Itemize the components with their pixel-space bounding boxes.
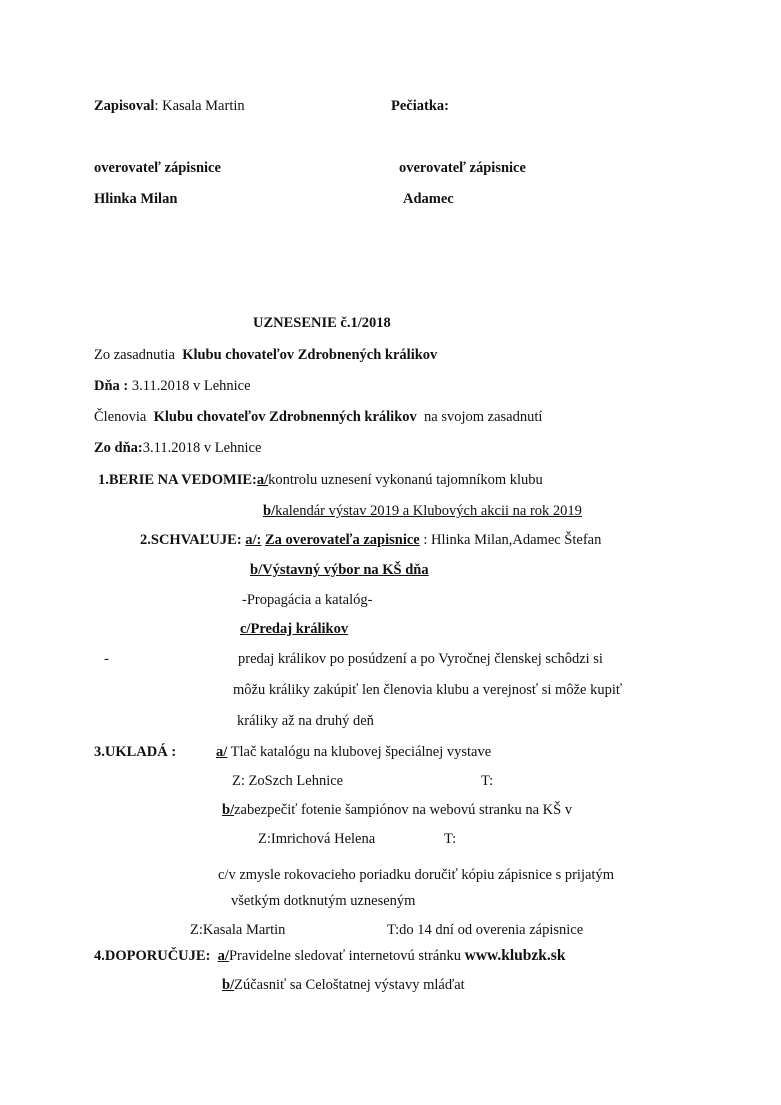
section2-line-c: c/Predaj králikov bbox=[240, 621, 349, 637]
section2-dash: - bbox=[104, 651, 109, 667]
section2-line-b-sub: -Propagácia a katalóg- bbox=[242, 592, 373, 608]
section4-heading: 4.DOPORUČUJE: bbox=[94, 948, 211, 964]
section3-c-responsible: Z:Kasala Martin bbox=[190, 922, 286, 938]
section3-line-a: a/ Tlač katalógu na klubovej špeciálnej vystave bbox=[216, 744, 492, 760]
section3-a-responsible: Z: ZoSzch Lehnice bbox=[232, 773, 344, 789]
section1-line-b: b/kalendár výstav 2019 a Klubových akcii na rok 2019 bbox=[263, 503, 582, 519]
section3-b-term: T: bbox=[444, 831, 457, 847]
stamp-label: Pečiatka: bbox=[391, 98, 449, 114]
section3-c-line2: všetkým dotknutým uzneseným bbox=[231, 893, 416, 909]
section4-line-a: 4.DOPORUČUJE: a/Pravidelne sledovať internetovú stránku www.klubzk.sk bbox=[94, 947, 566, 964]
section3-b-responsible: Z:Imrichová Helena bbox=[258, 831, 376, 847]
recorder-line: Zapisoval: Kasala Martin bbox=[94, 98, 245, 114]
intro-line-date: Dňa : 3.11.2018 v Lehnice bbox=[94, 378, 251, 394]
intro-line-members: Členovia Klubu chovateľov Zdrobnenných králikov na svojom zasadnutí bbox=[94, 409, 543, 425]
section3-c-line1: c/v zmysle rokovacieho poriadku doručiť kópiu zápisnice s prijatým bbox=[218, 867, 614, 883]
section3-line-b: b/zabezpečiť fotenie šampiónov na webovú stranku na KŠ v bbox=[222, 802, 573, 818]
verifier-left-label: overovateľ zápisnice bbox=[94, 160, 221, 176]
section2-line-b: b/Výstavný výbor na KŠ dňa bbox=[250, 562, 429, 578]
recorder-name: Kasala Martin bbox=[162, 98, 245, 114]
club-website-link: www.klubzk.sk bbox=[464, 947, 566, 964]
recorder-label: Zapisoval bbox=[94, 98, 155, 114]
verifier-right-name: Adamec bbox=[403, 191, 454, 207]
section2-c-line2: môžu králiky zakúpiť len členovia klubu a verejnosť si môže kupiť bbox=[233, 682, 623, 698]
section2-c-line3: králiky až na druhý deň bbox=[237, 713, 374, 729]
intro-line-meeting: Zo zasadnutia Klubu chovateľov Zdrobnených králikov bbox=[94, 347, 438, 363]
verifier-left-name: Hlinka Milan bbox=[94, 191, 178, 207]
section2-heading: 2.SCHVAĽUJE: bbox=[140, 532, 242, 548]
section3-heading: 3.UKLADÁ : bbox=[94, 744, 177, 760]
section3-a-term: T: bbox=[481, 773, 494, 789]
section2-c-line1: predaj králikov po posúdzení a po Vyročnej členskej schôdzi si bbox=[238, 651, 603, 667]
section1-heading: 1.BERIE NA VEDOMIE: bbox=[98, 472, 257, 488]
section3-c-term: T:do 14 dní od overenia zápisnice bbox=[387, 922, 584, 938]
section1-line-a: 1.BERIE NA VEDOMIE:a/kontrolu uznesení vykonanú tajomníkom klubu bbox=[98, 472, 543, 488]
section2-line-a: 2.SCHVAĽUJE: a/: Za overovateľa zapisnice : Hlinka Milan,Adamec Štefan bbox=[140, 532, 602, 548]
page-title: UZNESENIE č.1/2018 bbox=[253, 315, 391, 331]
intro-line-from-date: Zo dňa:3.11.2018 v Lehnice bbox=[94, 440, 262, 456]
section4-line-b: b/Zúčasniť sa Celoštatnej výstavy mláďat bbox=[222, 977, 465, 993]
verifier-right-label: overovateľ zápisnice bbox=[399, 160, 526, 176]
